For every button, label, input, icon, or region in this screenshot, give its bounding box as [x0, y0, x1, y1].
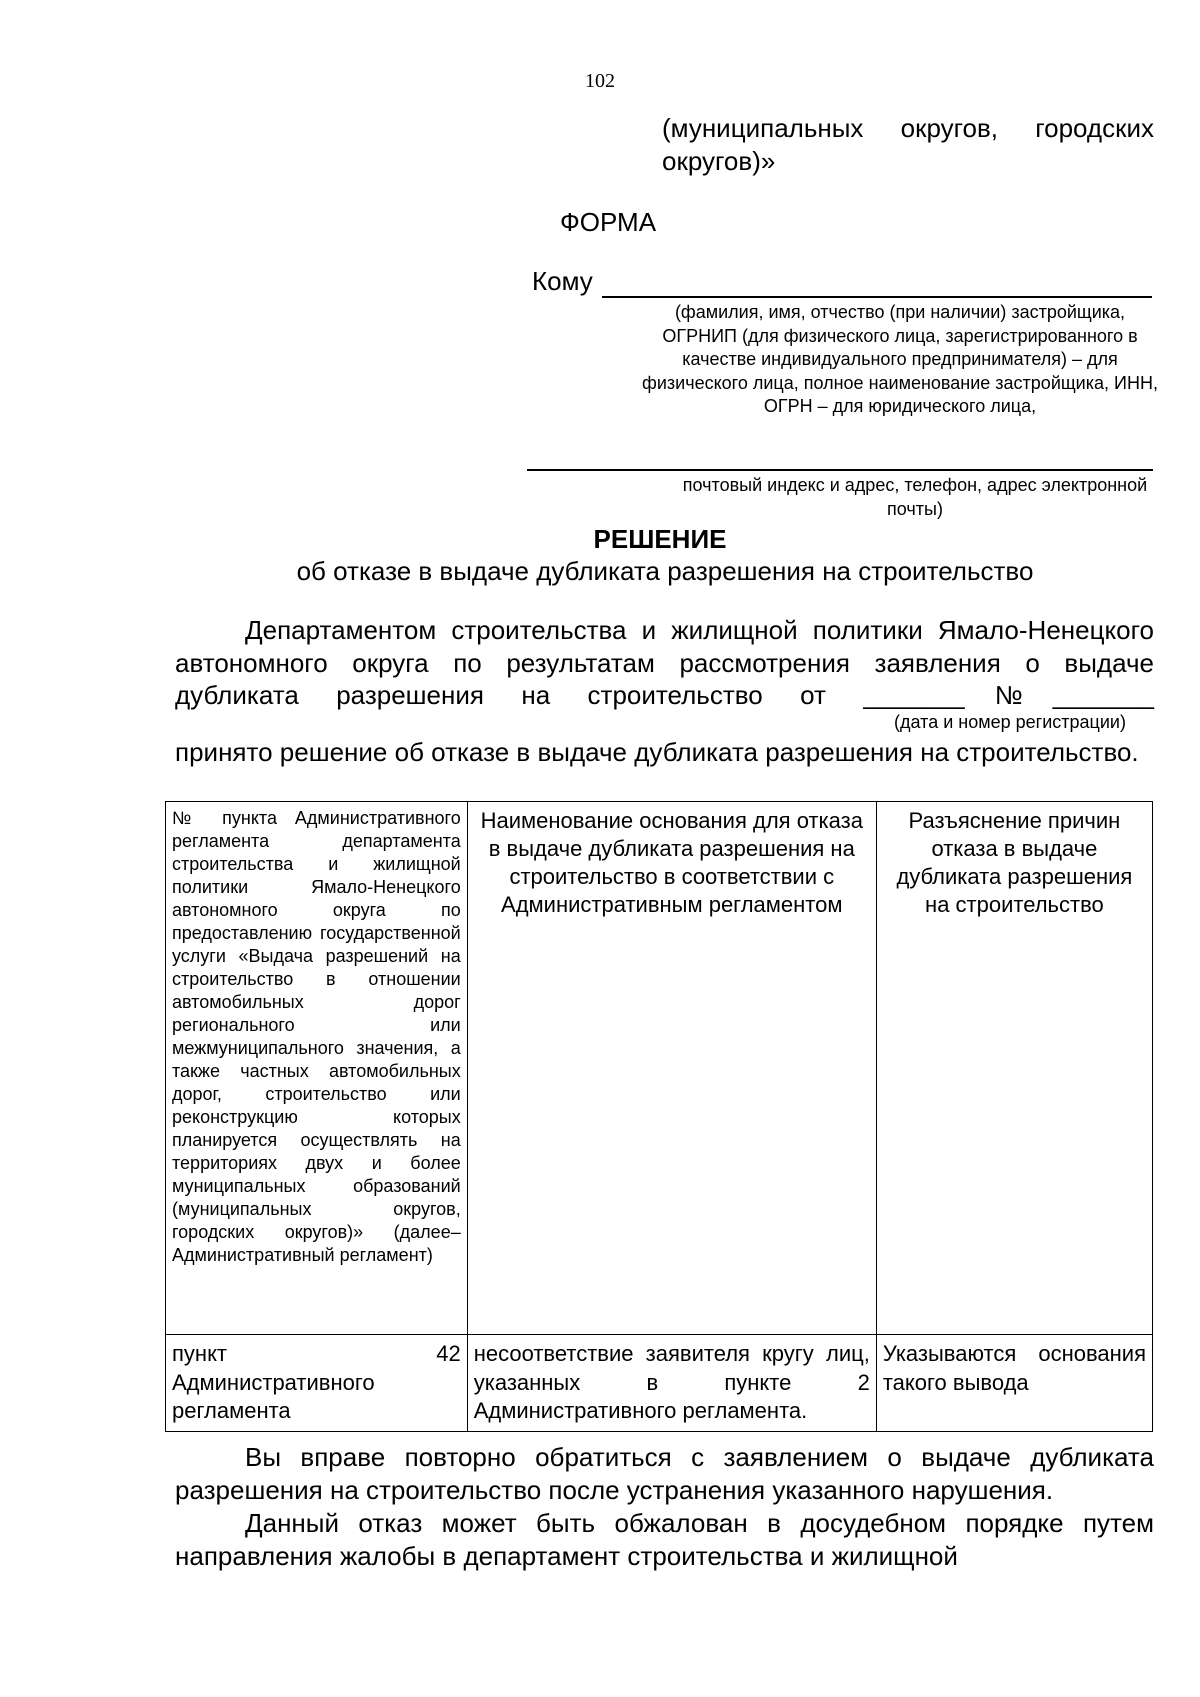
intro-paragraph — [175, 614, 1154, 712]
page-number: 102 — [585, 70, 615, 92]
header-refusal-ground: Наименование основания для отказа в выдаче дубликата разрешения на строительство в соответствии с Административным регламентом — [480, 808, 863, 917]
table-header-cell — [876, 802, 1152, 1335]
recipient-line — [602, 296, 1152, 298]
epigraph: (муниципальных округов, городских округов)» — [662, 113, 1154, 176]
grounds-table — [165, 801, 1153, 1432]
header-regulation-point: № пункта Административного регламента департамента строительства и жилищной политики Ямало-Ненецкого автономного округа по предоставлению государственной услуги «Выдача разрешений на строительство в отношении автомобильных дорог регионального или межмуниципального значения, а также частных автомобильных дорог, строительство или реконструкцию которых планируется осуществлять на территориях двух и более муниципальных образований (муниципальных округов, городских округов)» (далее– Административный регламент) — [172, 808, 461, 1265]
recipient-label: Кому — [532, 266, 593, 296]
decision-paragraph: принято решение об отказе в выдаче дубликата разрешения на строительство. — [175, 737, 1139, 767]
header-explanation: Разъяснение причин отказа в выдаче дубликата разрешения на строительство — [896, 808, 1133, 917]
row-explanation: Указываются основания такого вывода — [882, 1341, 1146, 1395]
table-header-row — [166, 802, 1153, 1335]
intro-text: Департаментом строительства и жилищной политики Ямало-Ненецкого автономного округа по результатам рассмотрения заявления о выдаче дубликата разрешения на строительство от _______№_______ — [175, 615, 1154, 710]
registration-note: (дата и номер регистрации) — [894, 712, 1126, 732]
address-line — [527, 469, 1153, 471]
table-cell — [166, 1335, 468, 1432]
table-header-cell — [467, 802, 876, 1335]
table-cell — [876, 1335, 1152, 1432]
address-note: почтовый индекс и адрес, телефон, адрес электронной почты) — [682, 475, 1148, 519]
closing-text-1: Вы вправе повторно обратиться с заявлением о выдаче дубликата разрешения на строительство после устранения указанного нарушения. — [175, 1442, 1154, 1505]
row-refusal-ground: несоответствие заявителя кругу лиц, указанных в пункте 2 Административного регламента. — [473, 1341, 870, 1423]
closing-paragraph-1 — [175, 1441, 1154, 1506]
document-title: РЕШЕНИЕ — [593, 524, 727, 554]
row-regulation-point: пункт 42 Административного регламента — [172, 1341, 461, 1423]
closing-paragraph-2 — [175, 1507, 1154, 1572]
recipient-note: (фамилия, имя, отчество (при наличии) застройщика, ОГРНИП (для физического лица, зарегистрированного в качестве индивидуального предпринимателя) – для физического лица, полное наименование застройщика, ИНН, ОГРН – для юридического лица, — [642, 302, 1158, 416]
closing-text-2: Данный отказ может быть обжалован в досудебном порядке путем направления жалобы в департамент строительства и жилищной — [175, 1508, 1154, 1571]
form-label: ФОРМА — [560, 207, 657, 237]
document-subtitle: об отказе в выдаче дубликата разрешения на строительство — [296, 556, 1034, 586]
table-header-cell — [166, 802, 468, 1335]
table-cell — [467, 1335, 876, 1432]
table-row — [166, 1335, 1153, 1432]
